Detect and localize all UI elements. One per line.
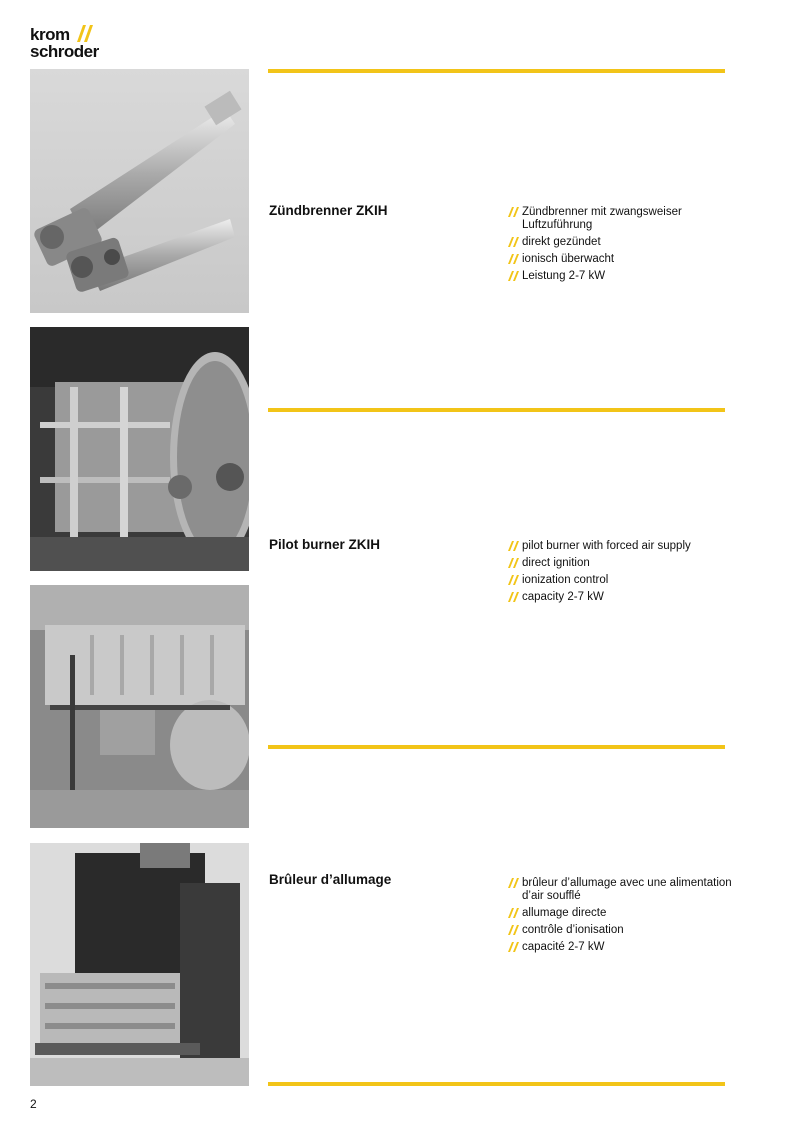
list-item: capacity 2-7 kW [508, 591, 738, 604]
list-item: capacité 2-7 kW [508, 941, 738, 954]
logo-word-krom: krom [30, 25, 70, 44]
divider-rule [268, 1082, 725, 1086]
logo-slash-icon [77, 25, 95, 43]
list-item: pilot burner with forced air supply [508, 540, 738, 553]
list-item: contrôle d’ionisation [508, 924, 738, 937]
photo-kiln-furnace [30, 843, 249, 1086]
section-title-en: Pilot burner ZKIH [269, 537, 380, 552]
list-item: allumage directe [508, 907, 738, 920]
section-title-de: Zündbrenner ZKIH [269, 203, 388, 218]
yellow-slash-icon [508, 575, 519, 585]
yellow-slash-icon [508, 878, 519, 888]
list-item: Leistung 2-7 kW [508, 270, 738, 283]
yellow-slash-icon [508, 558, 519, 568]
feature-list-de [508, 206, 738, 287]
yellow-slash-icon [508, 271, 519, 281]
photo-industrial-hall [30, 585, 249, 828]
photo-boiler-installation [30, 327, 249, 571]
list-item: ionization control [508, 574, 738, 587]
yellow-slash-icon [508, 541, 519, 551]
yellow-slash-icon [508, 908, 519, 918]
section-title-fr: Brûleur d’allumage [269, 872, 392, 887]
yellow-slash-icon [508, 207, 519, 217]
yellow-slash-icon [508, 942, 519, 952]
feature-list-fr [508, 877, 738, 958]
yellow-slash-icon [508, 925, 519, 935]
yellow-slash-icon [508, 237, 519, 247]
list-item: direkt gezündet [508, 236, 738, 249]
divider-rule [268, 408, 725, 412]
list-item: brûleur d’allumage avec une alimentation d’air soufflé [508, 877, 738, 903]
yellow-slash-icon [508, 254, 519, 264]
photo-pilot-burners [30, 69, 249, 313]
list-item: Zündbrenner mit zwangsweiser Luftzuführung [508, 206, 738, 232]
list-item: ionisch überwacht [508, 253, 738, 266]
yellow-slash-icon [508, 592, 519, 602]
logo-word-schroder: schroder [30, 42, 99, 61]
divider-rule [268, 745, 725, 749]
page-number: 2 [30, 1097, 37, 1111]
divider-rule [268, 69, 725, 73]
list-item: direct ignition [508, 557, 738, 570]
feature-list-en [508, 540, 738, 608]
krom-schroder-logo [30, 24, 110, 64]
